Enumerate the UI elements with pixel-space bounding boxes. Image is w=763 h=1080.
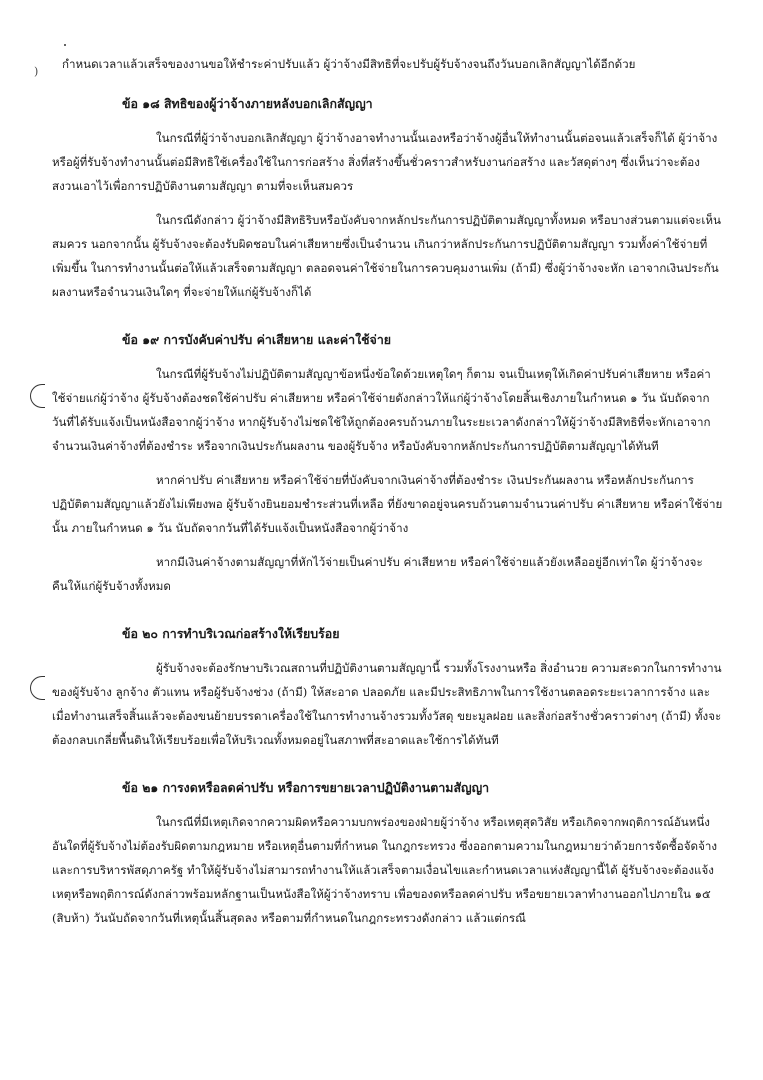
- margin-mark: ): [34, 65, 39, 78]
- section-19-heading: ข้อ ๑๙ การบังคับค่าปรับ ค่าเสียหาย และค่าใช้จ่าย: [122, 332, 392, 347]
- section-21-heading: ข้อ ๒๑ การงดหรือลดค่าปรับ หรือการขยายเวลาปฏิบัติงานตามสัญญา: [122, 780, 490, 795]
- section-19-paragraph-1: ในกรณีที่ผู้รับจ้างไม่ปฏิบัติตามสัญญาข้อหนึ่งข้อใดด้วยเหตุใดๆ ก็ตาม จนเป็นเหตุให้เกิดค่าปรับค่าเสียหาย หรือค่าใช้จ่ายแก่ผู้ว่าจ้าง ผู้รับจ้างต้องชดใช้ค่าปรับ ค่าเสียหาย หรือค่าใช้จ่ายดังกล่าวให้แก่ผู้ว่าจ้างโดยสิ้นเชิงภายในกำหนด ๑ วัน นับถัดจากวันที่ได้รับแจ้งเป็นหนังสือจากผู้ว่าจ้าง หากผู้รับจ้างไม่ชดใช้ให้ถูกต้องครบถ้วนภายในระยะเวลาดังกล่าวให้ผู้ว่าจ้างมีสิทธิที่จะหักเอาจากจำนวนเงินค่าจ้างที่ต้องชำระ หรือจากเงินประกันผลงาน ของผู้รับจ้าง หรือบังคับจากหลักประกันการปฏิบัติตามสัญญาได้ทันที: [52, 367, 711, 453]
- section-18-paragraph-2: ในกรณีดังกล่าว ผู้ว่าจ้างมีสิทธิริบหรือบังคับจากหลักประกันการปฏิบัติตามสัญญาทั้งหมด หรือบางส่วนตามแต่จะเห็นสมควร นอกจากนั้น ผู้รับจ้างจะต้องรับผิดชอบในค่าเสียหายซึ่งเป็นจำนวน เกินกว่าหลักประกันการปฏิบัติตามสัญญา รวมทั้งค่าใช้จ่ายที่เพิ่มขึ้น ในการทำงานนั้นต่อให้แล้วเสร็จตามสัญญา ตลอดจนค่าใช้จ่ายในการควบคุมงานเพิ่ม (ถ้ามี) ซึ่งผู้ว่าจ้างจะหัก เอาจากเงินประกันผลงานหรือจำนวนเงินใดๆ ที่จะจ่ายให้แก่ผู้รับจ้างก็ได้: [52, 213, 721, 299]
- section-19-paragraph-3: หากมีเงินค่าจ้างตามสัญญาที่หักไว้จ่ายเป็นค่าปรับ ค่าเสียหาย หรือค่าใช้จ่ายแล้วยังเหลืออยู่อีกเท่าใด ผู้ว่าจ้างจะคืนให้แก่ผู้รับจ้างทั้งหมด: [52, 555, 703, 593]
- section-20-heading: ข้อ ๒๐ การทำบริเวณก่อสร้างให้เรียบร้อย: [122, 626, 340, 641]
- section-20-paragraph-1: ผู้รับจ้างจะต้องรักษาบริเวณสถานที่ปฏิบัติงานตามสัญญานี้ รวมทั้งโรงงานหรือ สิ่งอำนวย ความสะดวกในการทำงานของผู้รับจ้าง ลูกจ้าง ตัวแทน หรือผู้รับจ้างช่วง (ถ้ามี) ให้สะอาด ปลอดภัย และมีประสิทธิภาพในการใช้งานตลอดระยะเวลาการจ้าง และเมื่อทำงานเสร็จสิ้นแล้วจะต้องขนย้ายบรรดาเครื่องใช้ในการทำงานจ้างรวมทั้งวัสดุ ขยะมูลฝอย และสิ่งก่อสร้างชั่วคราวต่างๆ (ถ้ามี) ทั้งจะต้องกลบเกลี่ยพื้นดินให้เรียบร้อยเพื่อให้บริเวณทั้งหมดอยู่ในสภาพที่สะอาดและใช้การได้ทันที: [52, 661, 722, 747]
- section-21-paragraph-1: ในกรณีที่มีเหตุเกิดจากความผิดหรือความบกพร่องของฝ่ายผู้ว่าจ้าง หรือเหตุสุดวิสัย หรือเกิดจากพฤติการณ์อันหนึ่งอันใดที่ผู้รับจ้างไม่ต้องรับผิดตามกฎหมาย หรือเหตุอื่นตามที่กำหนด ในกฎกระทรวง ซึ่งออกตามความในกฎหมายว่าด้วยการจัดซื้อจัดจ้างและการบริหารพัสดุภาครัฐ ทำให้ผู้รับจ้างไม่สามารถทำงานให้แล้วเสร็จตามเงื่อนไขและกำหนดเวลาแห่งสัญญานี้ได้ ผู้รับจ้างจะต้องแจ้งเหตุหรือพฤติการณ์ดังกล่าวพร้อมหลักฐานเป็นหนังสือให้ผู้ว่าจ้างทราบ เพื่อของดหรือลดค่าปรับ หรือขยายเวลาทำงานออกไปภายใน ๑๕ (สิบห้า) วันนับถัดจากวันที่เหตุนั้นสิ้นสุดลง หรือตามที่กำหนดในกฎกระทรวงดังกล่าว แล้วแต่กรณี: [52, 815, 718, 925]
- section-18-heading: ข้อ ๑๘ สิทธิของผู้ว่าจ้างภายหลังบอกเลิกสัญญา: [122, 96, 373, 111]
- intro-line: กำหนดเวลาแล้วเสร็จของงานขอให้ชำระค่าปรับแล้ว ผู้ว่าจ้างมีสิทธิที่จะปรับผู้รับจ้างจนถึงวันบอกเลิกสัญญาได้อีกด้วย: [62, 57, 636, 71]
- scan-dot: [64, 44, 66, 46]
- section-19-paragraph-2: หากค่าปรับ ค่าเสียหาย หรือค่าใช้จ่ายที่บังคับจากเงินค่าจ้างที่ต้องชำระ เงินประกันผลงาน หรือหลักประกันการปฏิบัติตามสัญญาแล้วยังไม่เพียงพอ ผู้รับจ้างยินยอมชำระส่วนที่เหลือ ที่ยังขาดอยู่จนครบถ้วนตามจำนวนค่าปรับ ค่าเสียหาย หรือค่าใช้จ่ายนั้น ภายในกำหนด ๑ วัน นับถัดจากวันที่ได้รับแจ้งเป็นหนังสือจากผู้ว่าจ้าง: [52, 473, 723, 535]
- section-18-paragraph-1: ในกรณีที่ผู้ว่าจ้างบอกเลิกสัญญา ผู้ว่าจ้างอาจทำงานนั้นเองหรือว่าจ้างผู้อื่นให้ทำงานนั้นต่อจนแล้วเสร็จก็ได้ ผู้ว่าจ้างหรือผู้ที่รับจ้างทำงานนั้นต่อมีสิทธิใช้เครื่องใช้ในการก่อสร้าง สิ่งที่สร้างขึ้นชั่วคราวสำหรับงานก่อสร้าง และวัสดุต่างๆ ซึ่งเห็นว่าจะต้องสงวนเอาไว้เพื่อการปฏิบัติงานตามสัญญา ตามที่จะเห็นสมควร: [52, 131, 718, 193]
